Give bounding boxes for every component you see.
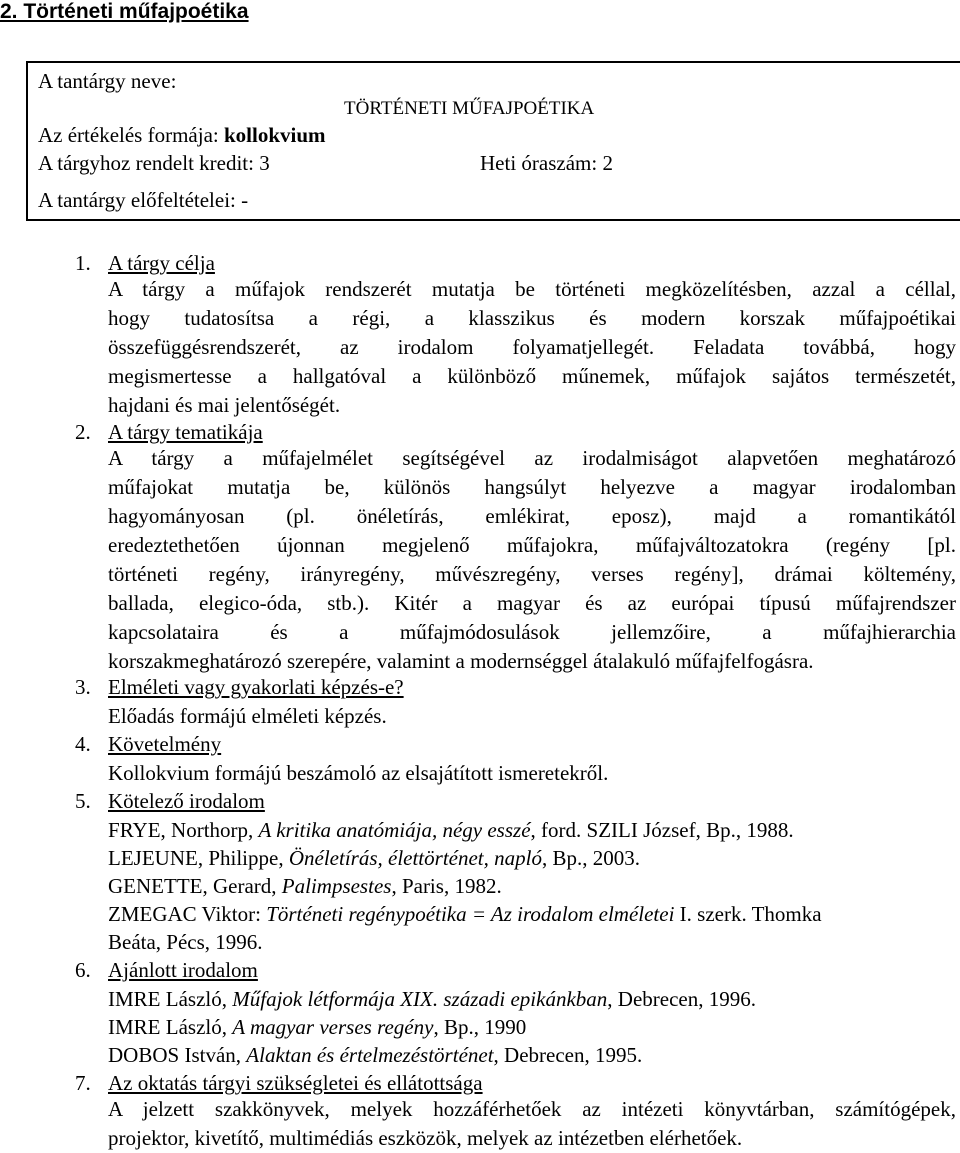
section-title: Követelmény [108, 732, 222, 756]
section-number: 2. [75, 420, 91, 444]
section-title: Elméleti vagy gyakorlati képzés-e? [108, 675, 404, 699]
page-title: 2. Történeti műfajpoétika [0, 0, 249, 23]
section-title: Az oktatás tárgyi szükségletei és ellátottsága [108, 1071, 483, 1095]
course-info-box [26, 61, 960, 221]
section-3-text: Előadás formájú elméleti képzés. [108, 704, 387, 728]
body-line: korszakmeghatározó szerepére, valamint a modernséggel átalakuló műfajfelfogásra. [108, 649, 814, 673]
body-line: történeti regény, irányregény, művészregény, verses regény], drámai költemény, [108, 562, 956, 586]
body-line: hogy tudatosítsa a régi, a klasszikus és modern korszak műfajpoétikai [108, 306, 956, 330]
section-number: 6. [75, 958, 91, 982]
evaluation-label: Az értékelés formája: [38, 123, 224, 147]
bibliography-entry: DOBOS István, Alaktan és értelmezéstörténet, Debrecen, 1995. [108, 1043, 643, 1067]
section-2-heading [75, 420, 263, 444]
credit-label: A tárgyhoz rendelt kredit: 3 [38, 151, 270, 175]
section-2-body [108, 444, 956, 676]
section-number: 5. [75, 789, 91, 813]
section-4-text: Kollokvium formájú beszámoló az elsajátított ismeretekről. [108, 761, 609, 785]
section-1-heading [75, 251, 215, 275]
course-name-label: A tantárgy neve: [38, 69, 177, 93]
bibliography-entry: LEJEUNE, Philippe, Önéletírás, élettörténet, napló, Bp., 2003. [108, 846, 640, 870]
body-line: projektor, kivetítő, multimédiás eszközök, melyek az intézetben elérhetőek. [108, 1126, 743, 1150]
body-line: ballada, elegico-óda, stb.). Kitér a magyar és az európai típusú műfajrendszer [108, 591, 956, 615]
section-4-heading [75, 732, 221, 756]
body-line: hajdani és mai jelentőségét. [108, 393, 341, 417]
bibliography-entry: IMRE László, Műfajok létformája XIX. századi epikánkban, Debrecen, 1996. [108, 987, 756, 1011]
section-title: A tárgy célja [108, 251, 215, 275]
course-name-value: TÖRTÉNETI MŰFAJPOÉTIKA [344, 98, 595, 119]
evaluation-line [38, 123, 326, 147]
body-line: A tárgy a műfajok rendszerét mutatja be történeti megközelítésben, azzal a céllal, [108, 277, 956, 301]
section-number: 4. [75, 732, 91, 756]
section-3-heading [75, 675, 404, 699]
section-number: 1. [75, 251, 91, 275]
body-line: műfajokat mutatja be, különös hangsúlyt helyezve a magyar irodalomban [108, 475, 956, 499]
bibliography-entry: GENETTE, Gerard, Palimpsestes, Paris, 1982. [108, 874, 502, 898]
bibliography-entry-continued: Beáta, Pécs, 1996. [108, 930, 263, 954]
bibliography-entry: IMRE László, A magyar verses regény, Bp., 1990 [108, 1015, 527, 1039]
evaluation-value: kollokvium [224, 123, 326, 147]
body-line: A tárgy a műfajelmélet segítségével az irodalmiságot alapvetően meghatározó [108, 446, 956, 470]
body-line: A jelzett szakkönyvek, melyek hozzáférhetőek az intézeti könyvtárban, számítógépek, [108, 1097, 956, 1121]
body-line: kapcsolataira és a műfajmódosulások jellemzőire, a műfajhierarchia [108, 620, 956, 644]
body-line: megismertesse a hallgatóval a különböző műnemek, műfajok sajátos természetét, [108, 364, 956, 388]
section-7-body [108, 1095, 956, 1153]
body-line: hagyományosan (pl. önéletírás, emlékirat, eposz), majd a romantikától [108, 504, 956, 528]
section-number: 3. [75, 675, 91, 699]
body-line: eredeztethetően újonnan megjelenő műfajokra, műfajváltozatokra (regény [pl. [108, 533, 956, 557]
section-title: Ajánlott irodalom [108, 958, 258, 982]
body-line: összefüggésrendszerét, az irodalom folyamatjellegét. Feladata továbbá, hogy [108, 335, 956, 359]
bibliography-entry: ZMEGAC Viktor: Történeti regénypoétika = Az irodalom elméletei I. szerk. Thomka [108, 902, 822, 926]
section-5-heading [75, 789, 265, 813]
section-number: 7. [75, 1071, 91, 1095]
section-1-body [108, 275, 956, 420]
prerequisites-label: A tantárgy előfeltételei: - [38, 188, 249, 212]
weekly-hours-label: Heti óraszám: 2 [480, 151, 613, 175]
section-title: Kötelező irodalom [108, 789, 265, 813]
section-title: A tárgy tematikája [108, 420, 263, 444]
bibliography-entry: FRYE, Northorp, A kritika anatómiája, négy esszé, ford. SZILI József, Bp., 1988. [108, 818, 794, 842]
section-7-heading [75, 1071, 483, 1095]
section-6-heading [75, 958, 258, 982]
